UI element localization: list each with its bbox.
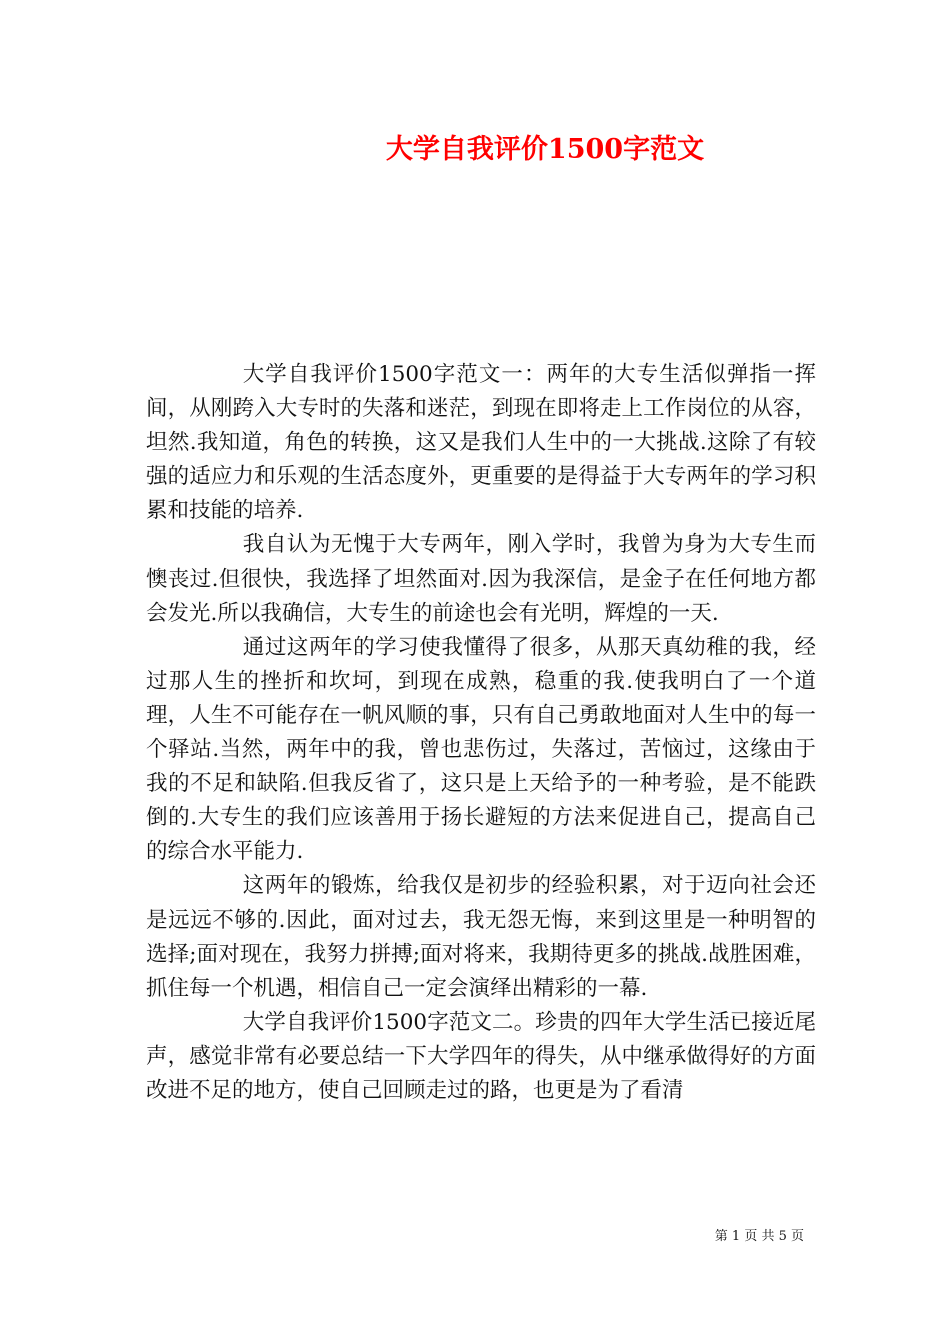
paragraph-5: 大学自我评价1500字范文二。珍贵的四年大学生活已接近尾声，感觉非常有必要总结一下大学四年的得失，从中继承做得好的方面改进不足的地方，使自己回顾走过的路，也更是为了看清 (146, 1009, 816, 1103)
paragraph-4: 这两年的锻炼，给我仅是初步的经验积累，对于迈向社会还是远远不够的.因此，面对过去，我无怨无悔，来到这里是一种明智的选择;面对现在，我努力拼搏;面对将来，我期待更多的挑战.战胜困难，抓住每一个机遇，相信自己一定会演绎出精彩的一幕. (146, 873, 816, 1001)
page-title: 大学自我评价1500字范文 (385, 134, 705, 165)
paragraph-3: 通过这两年的学习使我懂得了很多，从那天真幼稚的我，经过那人生的挫折和坎坷，到现在成熟，稳重的我.使我明白了一个道理，人生不可能存在一帆风顺的事，只有自己勇敢地面对人生中的每一个驿站.当然，两年中的我，曾也悲伤过，失落过，苦恼过，这缘由于我的不足和缺陷.但我反省了，这只是上天给予的一种考验，是不能跌倒的.大专生的我们应该善用于扬长避短的方法来促进自己，提高自己的综合水平能力. (146, 634, 816, 865)
page-number: 第 1 页 共 5 页 (714, 1229, 804, 1244)
paragraph-1: 大学自我评价1500字范文一：两年的大专生活似弹指一挥间，从刚跨入大专时的失落和迷茫，到现在即将走上工作岗位的从容，坦然.我知道，角色的转换，这又是我们人生中的一大挑战.这除了有较强的适应力和乐观的生活态度外，更重要的是得益于大专两年的学习积累和技能的培养. (146, 362, 816, 524)
paragraph-2: 我自认为无愧于大专两年，刚入学时，我曾为身为大专生而懊丧过.但很快，我选择了坦然面对.因为我深信，是金子在任何地方都会发光.所以我确信，大专生的前途也会有光明，辉煌的一天. (146, 532, 816, 626)
document-body (146, 358, 816, 1108)
